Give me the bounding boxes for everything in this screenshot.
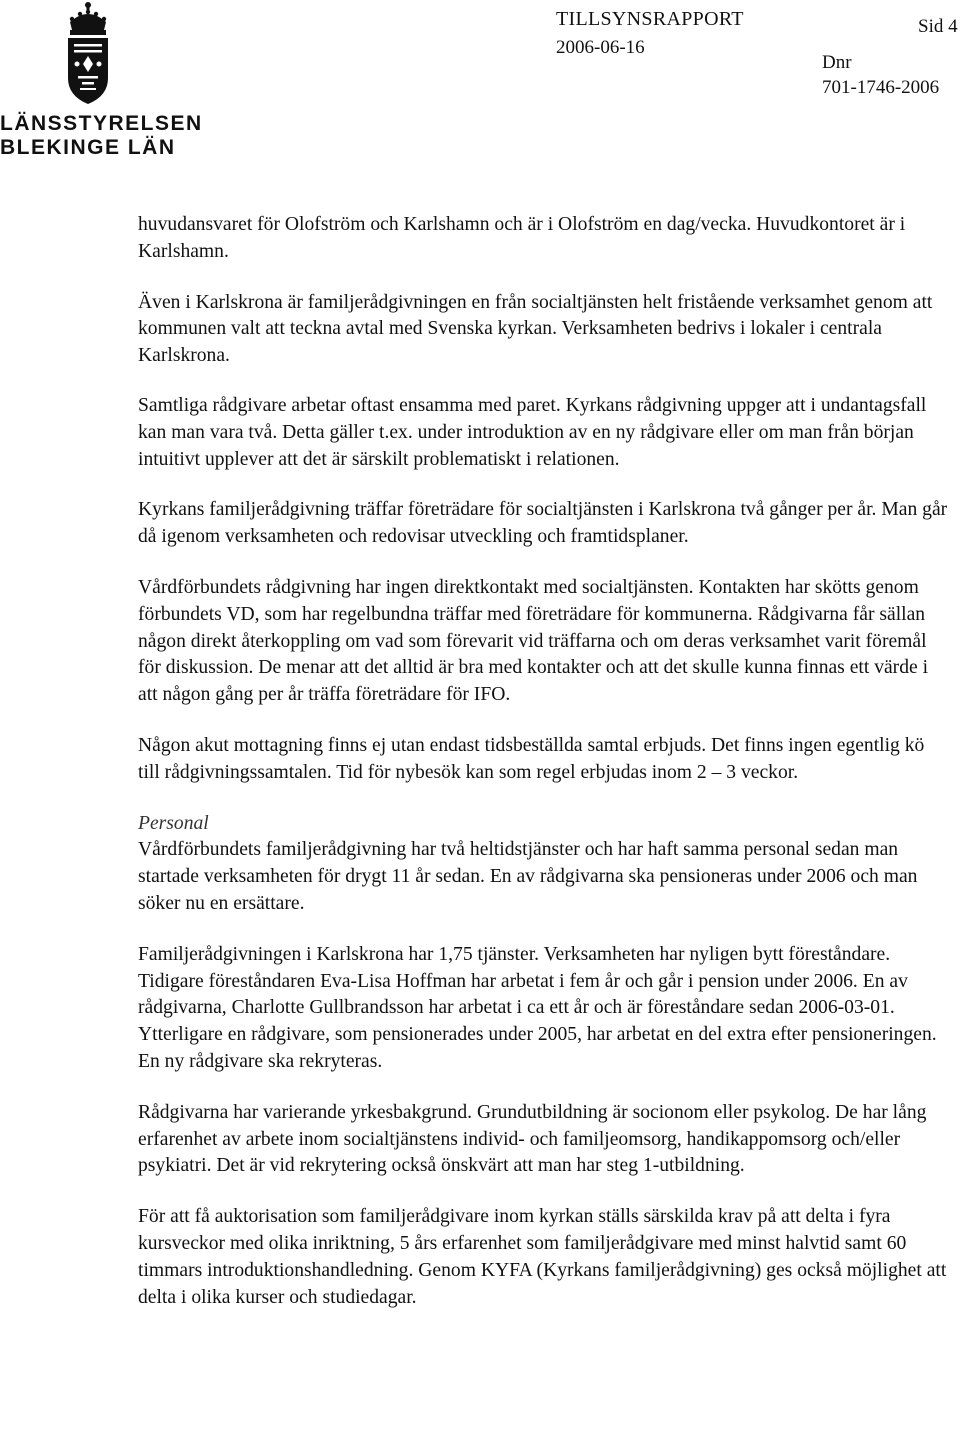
paragraph: Vårdförbundets familjerådgivning har två heltidstjänster och har haft samma personal sedan man startade verksamheten för drygt 11 år sedan. En av rådgivarna ska pensioneras under 2006 och man söker nu en ersättare. (138, 839, 918, 914)
section-heading-personal: Personal (138, 812, 209, 834)
document-body (138, 212, 948, 1311)
dnr-label: Dnr (822, 52, 852, 73)
paragraph: Vårdförbundets rådgivning har ingen direktkontakt med socialtjänsten. Kontakten har skötts genom förbundets VD, som har regelbundna träffar med företrädare för kommunerna. Rådgivarna får sällan någon direkt återkoppling om vad som förevarit vid träffarna och om deras verksamhet varit föremål för diskussion. De menar att det alltid är bra med kontakter och att det skulle kunna finnas ett värde i att någon gång per år träffa företrädare för IFO. (138, 576, 929, 706)
paragraph: Även i Karlskrona är familjerådgivningen en från socialtjänsten helt fristående verksamhet genom att kommunen valt att teckna avtal med Svenska kyrkan. Verksamheten bedrivs i lokaler i centrala Karlskrona. (138, 291, 933, 367)
report-title: TILLSYNSRAPPORT (556, 8, 744, 30)
logo-line-2: BLEKINGE LÄN (0, 136, 176, 159)
coat-of-arms-icon (60, 0, 116, 108)
paragraph: Kyrkans familjerådgivning träffar företrädare för socialtjänsten i Karlskrona två gånger per år. Man går då igenom verksamheten och redovisar utveckling och framtidsplaner. (138, 499, 948, 548)
paragraph: För att få auktorisation som familjerådgivare inom kyrkan ställs särskilda krav på att delta i fyra kursveckor med olika inriktning, 5 års erfarenhet som familjerådgivare med minst halvtid samt 60 timmars introduktionshandledning. Genom KYFA (Kyrkans familjerådgivning) ges också möjlighet att delta i olika kurser och studiedagar. (138, 1206, 947, 1308)
logo-line-1: LÄNSSTYRELSEN (0, 112, 203, 135)
paragraph: Rådgivarna har varierande yrkesbakgrund. Grundutbildning är socionom eller psykolog. De har lång erfarenhet av arbete inom socialtjänstens individ- och familjeomsorg, handikappomsorg och/eller psykiatri. Det är vid rekrytering också önskvärt att man har steg 1-utbildning. (138, 1101, 927, 1177)
agency-logo-text (0, 112, 203, 160)
paragraph: Familjerådgivningen i Karlskrona har 1,75 tjänster. Verksamheten har nyligen bytt föreståndare. Tidigare föreståndaren Eva-Lisa Hoffman har arbetat i fem år och går i pension under 2006. En av rådgivarna, Charlotte Gullbrandsson har arbetat i ca ett år och är föreståndare sedan 2006-03-01. Ytterligare en rådgivare, som pensionerades under 2005, har arbetat en del extra efter pensioneringen. En ny rådgivare ska rekryteras. (138, 943, 937, 1072)
page-number: Sid 4 (918, 16, 958, 37)
paragraph: Någon akut mottagning finns ej utan endast tidsbeställda samtal erbjuds. Det finns ingen egentlig kö till rådgivningssamtalen. Tid för nybesök kan som regel erbjudas inom 2 – 3 veckor. (138, 734, 925, 783)
paragraph: huvudansvaret för Olofström och Karlshamn och är i Olofström en dag/vecka. Huvudkontoret är i Karlshamn. (138, 214, 906, 262)
dnr-value: 701-1746-2006 (822, 77, 940, 98)
report-date: 2006-06-16 (556, 37, 645, 58)
paragraph: Samtliga rådgivare arbetar oftast ensamma med paret. Kyrkans rådgivning uppger att i undantagsfall kan man vara två. Detta gäller t.ex. under introduktion av en ny rådgivare eller om man från början intuitivt upplever att det är särskilt problematiskt i relationen. (138, 394, 927, 470)
